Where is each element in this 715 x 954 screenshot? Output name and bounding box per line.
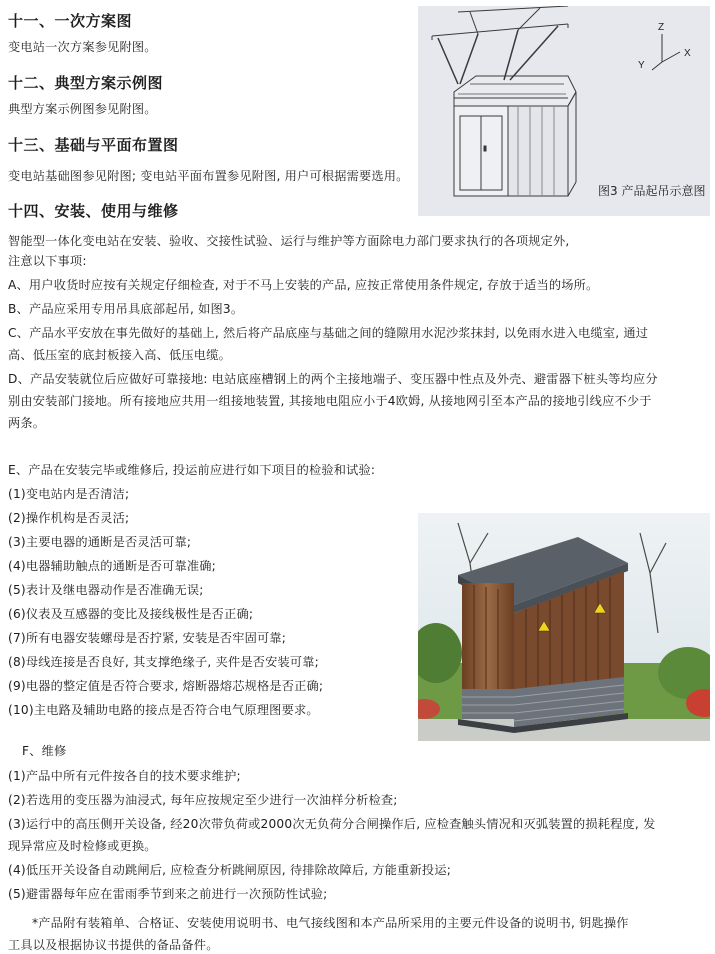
heading-typical-scheme: 十二、典型方案示例图: [8, 74, 164, 92]
check-item: (10)主电路及辅助电路的接点是否符合电气原理图要求。: [8, 703, 319, 717]
note-line2: 工具以及根据协议书提供的备品备件。: [8, 938, 219, 952]
check-item: (7)所有电器安装螺母是否拧紧, 安装是否牢固可靠;: [8, 631, 287, 645]
axis-y-label: Y: [638, 60, 645, 71]
repair-line: (4)低压开关设备自动跳闸后, 应检查分析跳闸原因, 待排除故障后, 方能重新投运;: [8, 863, 452, 877]
axis-x-label: X: [684, 48, 691, 59]
check-item: (4)电器辅助触点的通断是否可靠准确;: [8, 559, 216, 573]
repair-line: (3)运行中的高压侧开关设备, 经20次带负荷或2000次无负荷分合闸操作后, 应检查触头情况和灭弧装置的损耗程度, 发: [8, 817, 656, 831]
check-item: (5)表计及继电器动作是否准确无误;: [8, 583, 204, 597]
install-item-a: A、用户收货时应按有关规定仔细检查, 对于不马上安装的产品, 应按正常使用条件规定, 存放于适当的场所。: [8, 278, 599, 292]
install-item-d-line1: D、产品安装就位后应做好可靠接地: 电站底座槽钢上的两个主接地端子、变压器中性点及外壳、避雷器下桩头等均应分: [8, 372, 658, 386]
check-item: (2)操作机构是否灵活;: [8, 511, 130, 525]
figure-lifting-diagram: [418, 6, 710, 216]
install-intro-line1: 智能型一体化变电站在安装、验收、交接性试验、运行与维护等方面除电力部门要求执行的各项规定外,: [8, 234, 570, 248]
substation-photo-illustration: [418, 513, 710, 741]
repair-line: (1)产品中所有元件按各自的技术要求维护;: [8, 769, 241, 783]
section-e-title: E、产品在安装完毕或维修后, 投运前应进行如下项目的检验和试验:: [8, 463, 376, 477]
check-item: (6)仪表及互感器的变比及接线极性是否正确;: [8, 607, 254, 621]
text-primary-scheme: 变电站一次方案参见附图。: [8, 40, 157, 54]
heading-install-use-repair: 十四、安装、使用与维修: [8, 202, 179, 220]
heading-primary-scheme: 十一、一次方案图: [8, 12, 133, 30]
install-item-c-line1: C、产品水平安放在事先做好的基础上, 然后将产品底座与基础之间的缝隙用水泥沙浆抹封, 以免雨水进入电缆室, 通过: [8, 326, 649, 340]
install-item-b: B、产品应采用专用吊具底部起吊, 如图3。: [8, 302, 244, 316]
check-item: (8)母线连接是否良好, 其支撑绝缘子, 夹件是否安装可靠;: [8, 655, 319, 669]
install-intro-line2: 注意以下事项:: [8, 254, 87, 268]
install-item-d-line2: 别由安装部门接地。所有接地应共用一组接地装置, 其接地电阻应小于4欧姆, 从接地网引至本产品的接地引线应不少于: [8, 394, 652, 408]
install-item-c-line2: 高、低压室的底封板接入高、低压电缆。: [8, 348, 231, 362]
section-f-title: F、维修: [22, 744, 67, 758]
text-typical-scheme: 典型方案示例图参见附图。: [8, 102, 157, 116]
repair-line: (5)避雷器每年应在雷雨季节到来之前进行一次预防性试验;: [8, 887, 328, 901]
check-item: (3)主要电器的通断是否灵活可靠;: [8, 535, 192, 549]
text-foundation-layout: 变电站基础图参见附图; 变电站平面布置参见附图, 用户可根据需要选用。: [8, 169, 409, 183]
heading-foundation-layout: 十三、基础与平面布置图: [8, 136, 179, 154]
check-item: (9)电器的整定值是否符合要求, 熔断器熔芯规格是否正确;: [8, 679, 324, 693]
figure3-caption: 图3 产品起吊示意图: [598, 184, 706, 198]
repair-line: 现异常应及时检修或更换。: [8, 839, 157, 853]
repair-line: (2)若选用的变压器为油浸式, 每年应按规定至少进行一次油样分析检查;: [8, 793, 398, 807]
install-item-d-line3: 两条。: [8, 416, 46, 430]
axis-z-label: Z: [658, 22, 665, 33]
note-line1: *产品附有装箱单、合格证、安装使用说明书、电气接线图和本产品所采用的主要元件设备的说明书, 钥匙操作: [32, 916, 629, 930]
check-item: (1)变电站内是否清洁;: [8, 487, 130, 501]
substation-photo: [418, 513, 710, 741]
